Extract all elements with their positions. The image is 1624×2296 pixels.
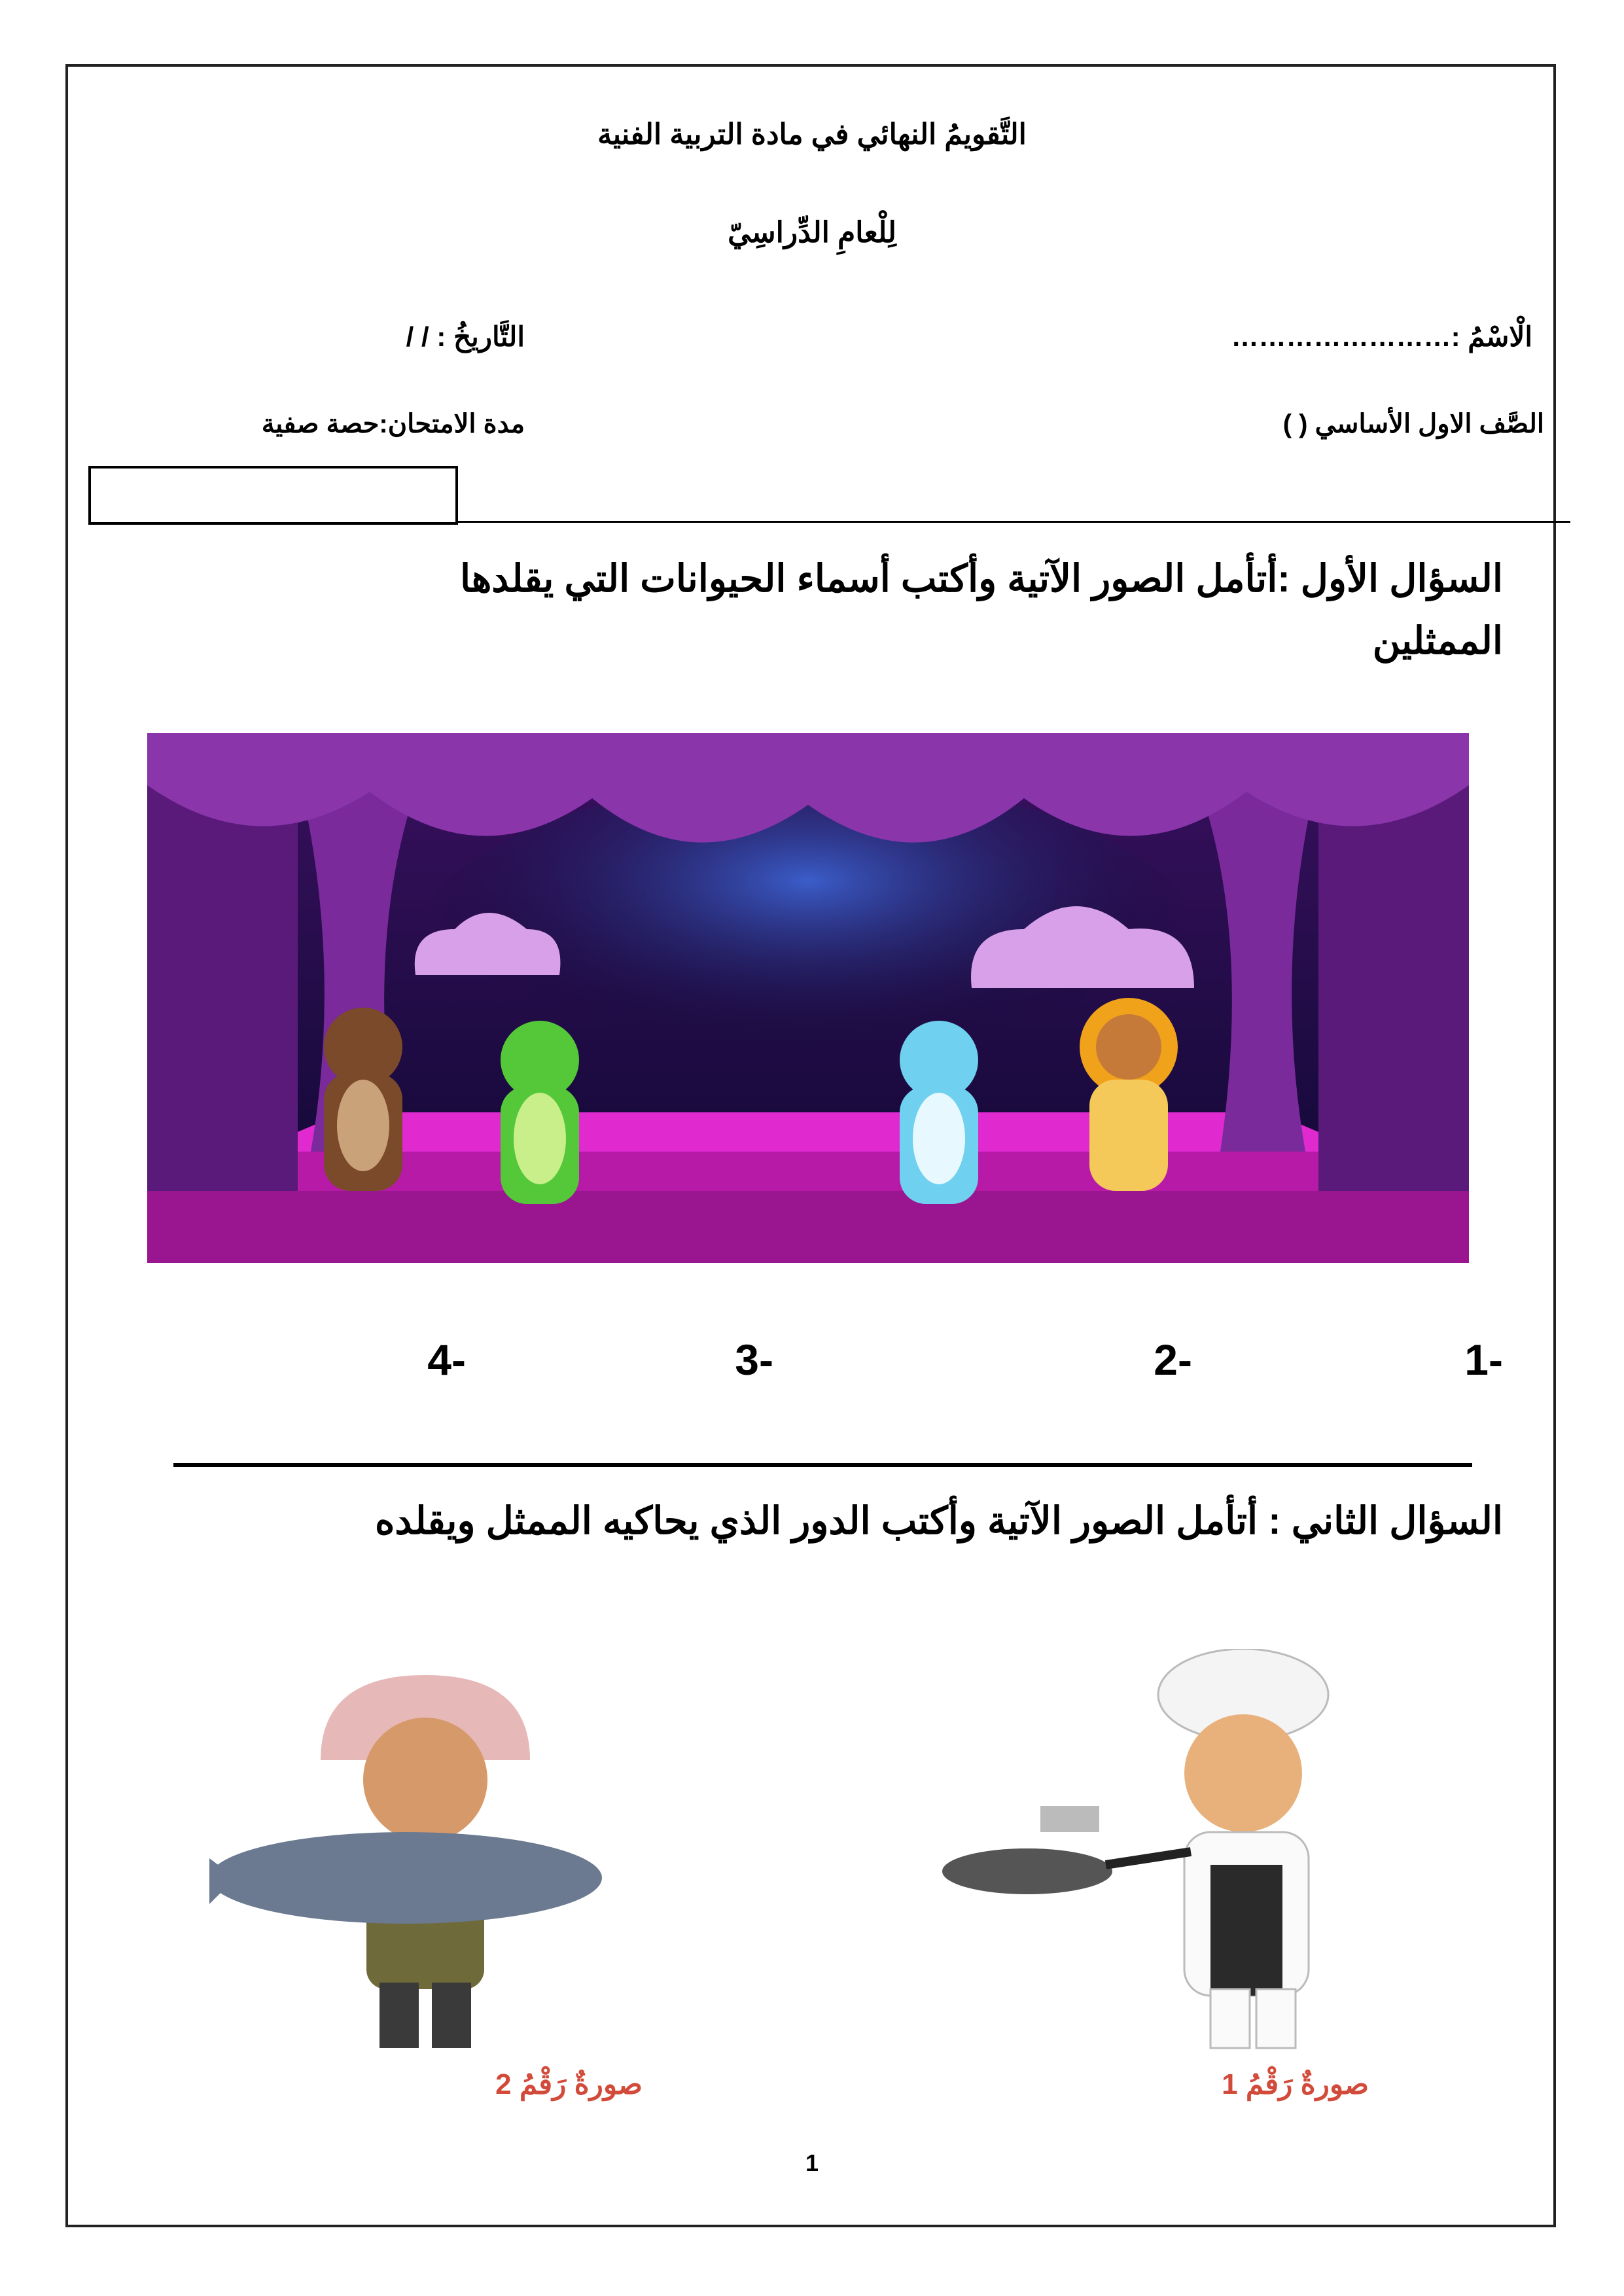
fisherman-illustration xyxy=(209,1662,654,2055)
duration-label: مدة الامتحان:حصة صفية xyxy=(261,410,525,438)
lion-costume-actor xyxy=(1080,998,1178,1191)
question2-title: السؤال الثاني : أتأمل الصور الآتية وأكتب الدور الذي يحاكيه الممثل ويقلده xyxy=(375,1500,1503,1542)
date-label: التَّاريخُ : / / xyxy=(406,321,525,352)
answer-4: -4 xyxy=(427,1335,466,1384)
answer-1: -1 xyxy=(1464,1335,1503,1384)
bear-costume-actor xyxy=(324,1008,402,1191)
dolphin-costume-actor xyxy=(900,1021,978,1204)
student-name-label: الْاسْمُ :…………………… xyxy=(1231,321,1532,352)
picture2-caption: صورةٌ رَقْمُ 2 xyxy=(495,2068,643,2100)
page-number: 1 xyxy=(805,2149,819,2176)
answer-3: -3 xyxy=(735,1335,773,1384)
header-divider xyxy=(458,521,1570,523)
stage-illustration xyxy=(147,733,1469,1263)
dinosaur-costume-actor xyxy=(501,1021,579,1204)
question1-title: السؤال الأول :أتأمل الصور الآتية وأكتب أسماء الحيوانات التي يقلدها xyxy=(460,557,1503,600)
grade-label: الصَّف الاول الأساسي ( ) xyxy=(1282,410,1544,438)
grade-box xyxy=(88,466,458,525)
picture1-caption: صورةٌ رَقْمُ 1 xyxy=(1222,2068,1369,2100)
chef-illustration xyxy=(916,1649,1426,2055)
school-year: لِلْعامِ الدِّراسِيّ xyxy=(728,217,896,249)
exam-title: التَّقويمُ النهائي في مادة التربية الفنية xyxy=(597,118,1027,150)
question1-title-line2: الممثلين xyxy=(1372,620,1503,662)
section-divider xyxy=(173,1463,1472,1467)
answer-2: -2 xyxy=(1154,1335,1192,1384)
